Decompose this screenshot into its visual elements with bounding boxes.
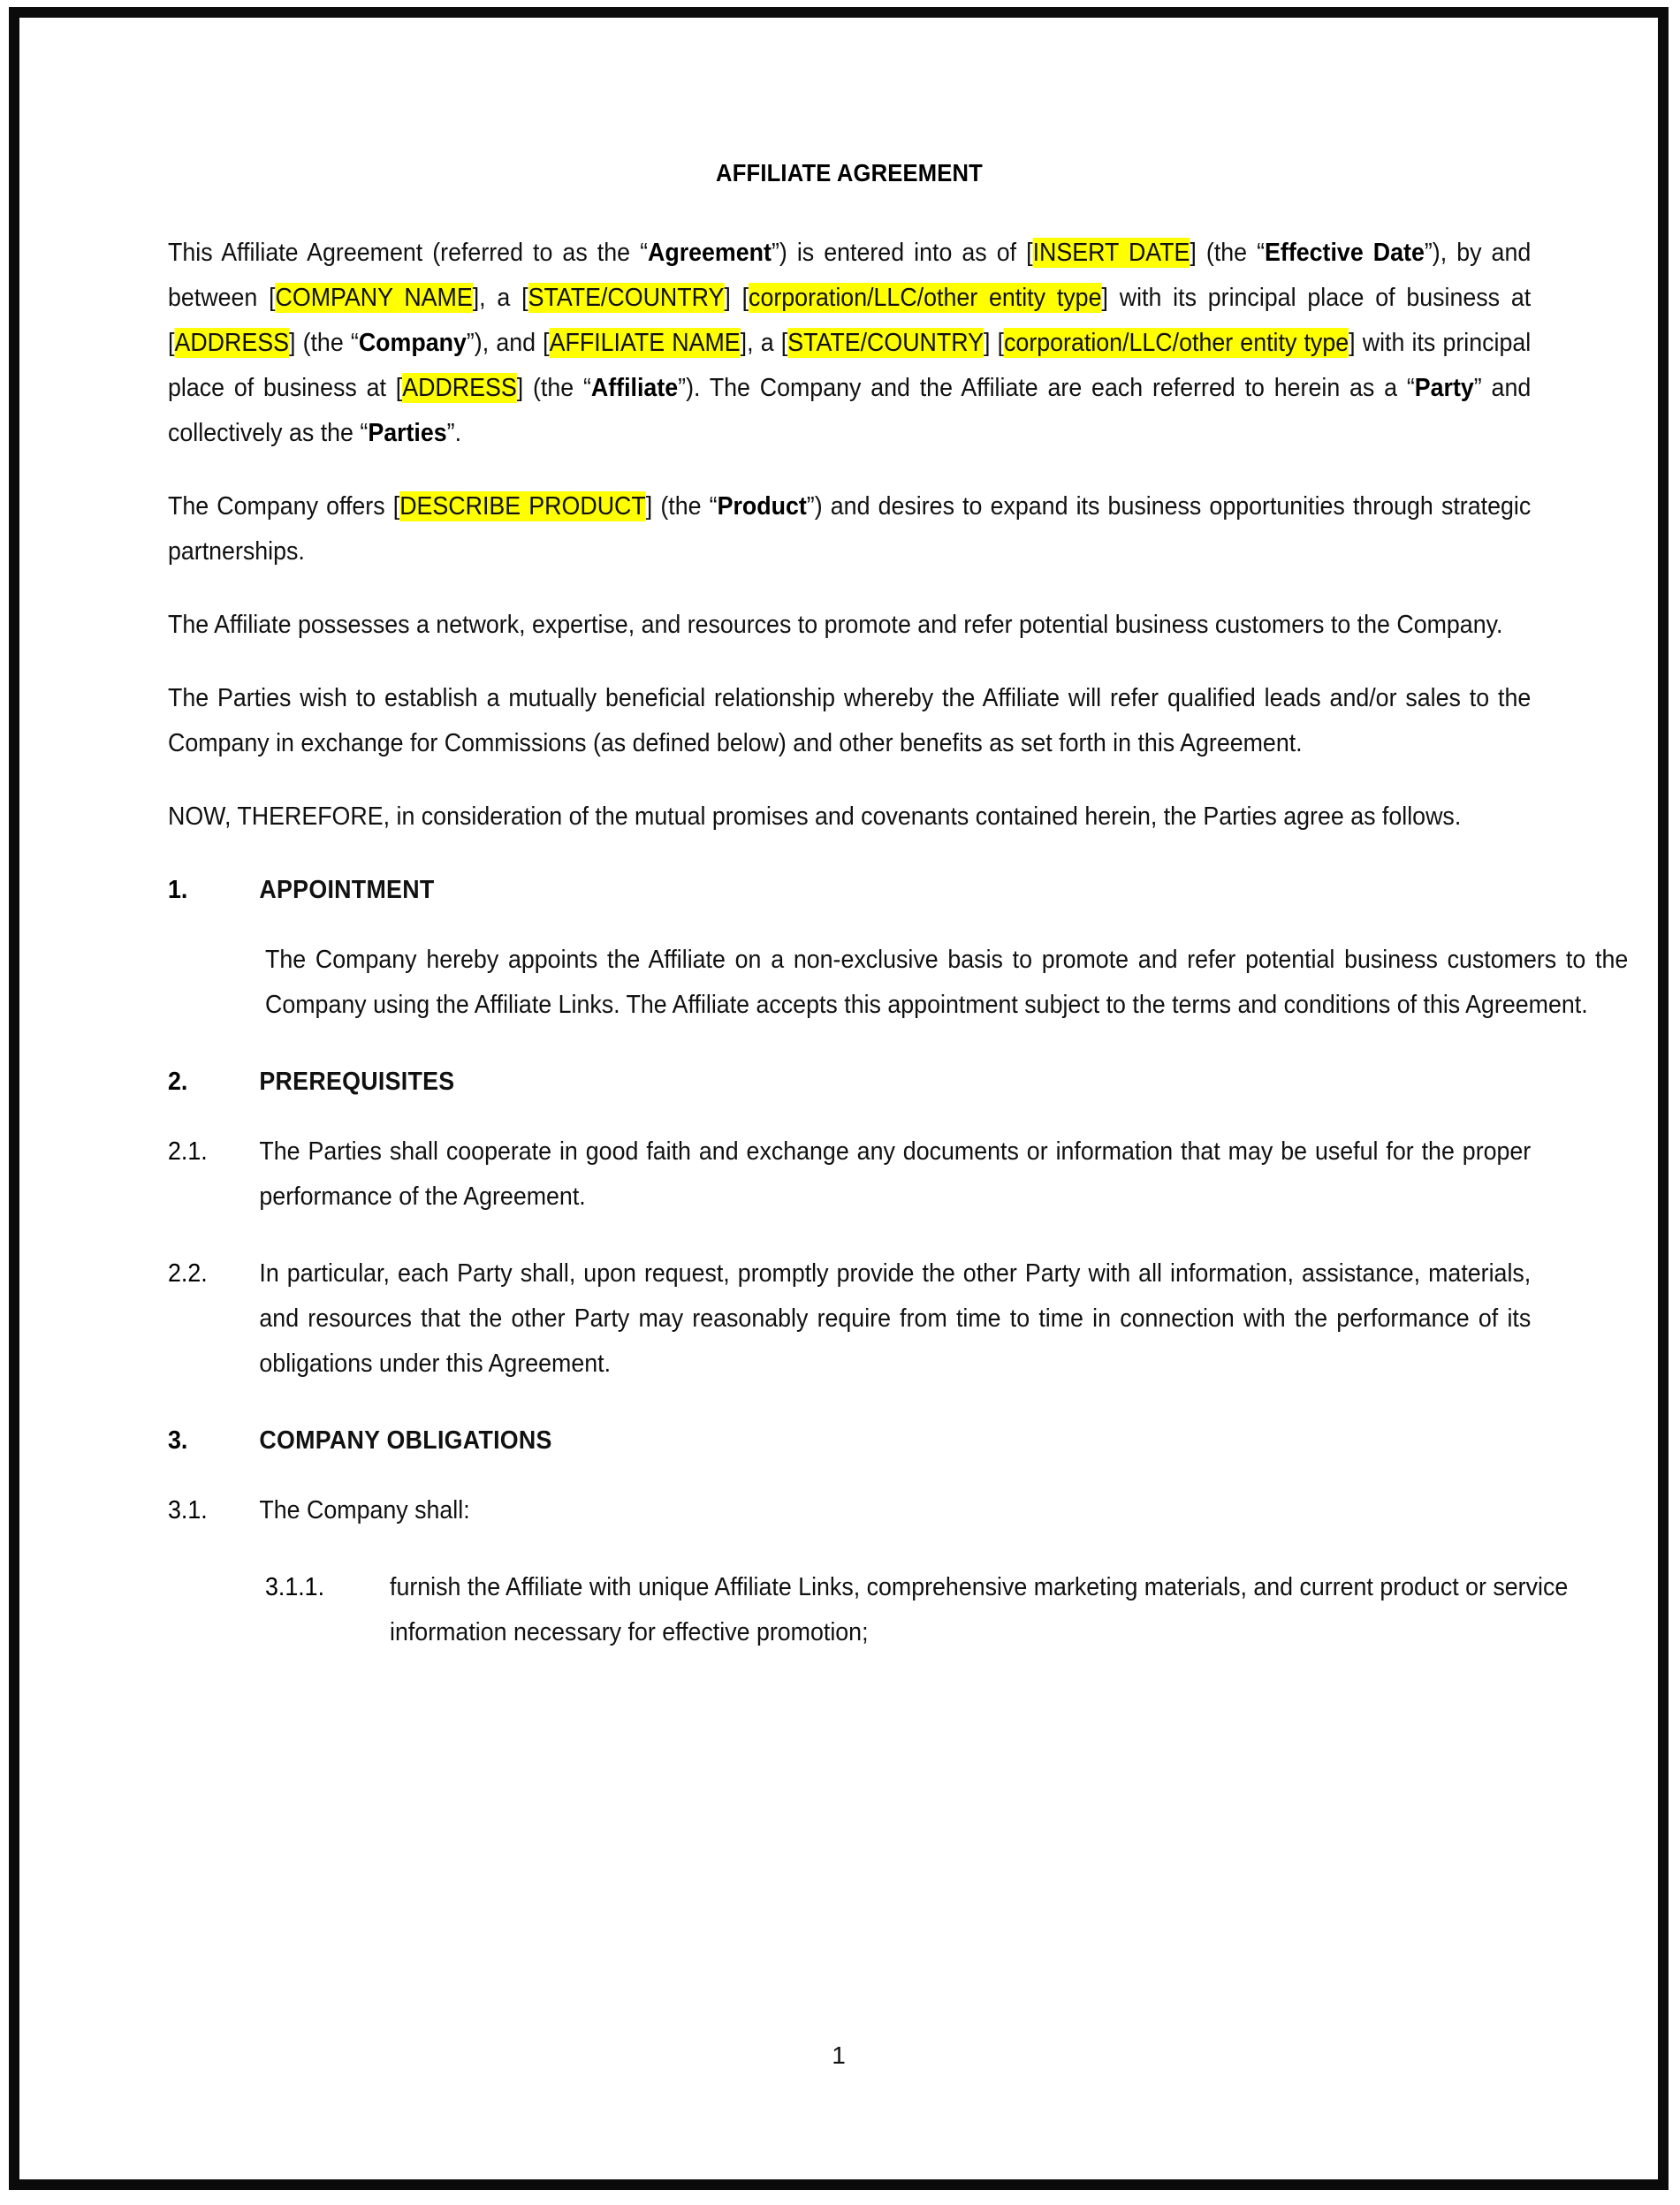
recital-1-text-2: ”) is entered into as of [ [771, 239, 1033, 267]
placeholder-company-state-country: STATE/COUNTRY [528, 284, 725, 312]
section-1-number: 1. [168, 876, 188, 904]
clause-3-1-text: The Company shall: [259, 1496, 470, 1524]
document-body [168, 159, 1629, 1682]
placeholder-affiliate-entity-type: corporation/LLC/other entity type [1004, 329, 1349, 357]
section-2-number: 2. [168, 1068, 188, 1096]
page-frame [9, 7, 1669, 2190]
recital-1-text-11: ] [ [983, 329, 1005, 357]
recital-1-text-14: ”). The Company and the Affiliate are each referred to herein as a “ [678, 374, 1415, 402]
placeholder-affiliate-name: AFFILIATE NAME [549, 329, 741, 357]
term-parties: Parties [368, 419, 447, 447]
term-product: Product [717, 492, 807, 521]
section-heading-2 [168, 1060, 1531, 1105]
term-agreement: Agreement [647, 239, 772, 267]
section-3-heading: COMPANY OBLIGATIONS [259, 1426, 552, 1455]
clause-3-1-1-number: 3.1.1. [265, 1573, 325, 1601]
clause-2-1-text: The Parties shall cooperate in good faith and exchange any documents or information that may be useful for the proper performance of the Agreement. [259, 1137, 1532, 1211]
recital-paragraph-4: The Parties wish to establish a mutually beneficial relationship whereby the Affiliate will refer qualified leads and/or sales to the Company in exchange for Commissions (as defined below) and other benefits as set forth in this Agreement. [168, 684, 1532, 757]
placeholder-affiliate-address: ADDRESS [402, 374, 517, 402]
section-1-body-text: The Company hereby appoints the Affiliate on a non-exclusive basis to promote and refer potential business customers to the Company using the Affiliate Links. The Affiliate accepts this appointment subject to the terms and conditions of this Agreement. [265, 946, 1629, 1019]
clause-2-2-number: 2.2. [168, 1259, 208, 1288]
clause-3-1-number: 3.1. [168, 1496, 208, 1524]
recital-1-text-15: ” and collectively as the “ [168, 374, 1532, 447]
placeholder-company-address: ADDRESS [174, 329, 289, 357]
placeholder-describe-product: DESCRIBE PRODUCT [399, 492, 646, 521]
clause-2-1 [168, 1129, 1531, 1220]
recital-paragraph-2 [168, 484, 1531, 574]
term-affiliate: Affiliate [590, 374, 679, 402]
recital-1-text-9: ”), and [ [466, 329, 550, 357]
section-heading-1 [168, 868, 1531, 913]
recital-paragraph-5: NOW, THEREFORE, in consideration of the mutual promises and covenants contained herein, the Parties agree as follows. [168, 802, 1462, 831]
clause-2-2 [168, 1251, 1531, 1387]
recital-paragraph-3: The Affiliate possesses a network, expertise, and resources to promote and refer potential business customers to the Company. [168, 611, 1503, 639]
section-heading-3 [168, 1418, 1531, 1464]
recital-1-text-13: ] (the “ [516, 374, 591, 402]
term-effective-date: Effective Date [1265, 239, 1425, 267]
recital-1-text-6: ] [ [724, 284, 749, 312]
recital-1-text-4: ”), by and between [ [168, 239, 1532, 312]
clause-2-2-text: In particular, each Party shall, upon request, promptly provide the other Party with all information, assistance, materials, and resources that the other Party may reasonably require from time to time in connection with the performance of its obligations under this Agreement. [259, 1259, 1532, 1378]
recital-1-text-1: This Affiliate Agreement (referred to as the “ [168, 239, 648, 267]
recital-1-text-7: ] with its principal place of business at [ [168, 284, 1532, 357]
section-1-body [265, 938, 1628, 1028]
placeholder-company-name: COMPANY NAME [275, 284, 473, 312]
recital-1-text-12: ] with its principal place of business at [ [168, 329, 1532, 402]
placeholder-affiliate-state-country: STATE/COUNTRY [787, 329, 984, 357]
recital-2-text-1: The Company offers [ [168, 492, 400, 521]
page-number: 1 [832, 2042, 846, 2069]
recital-paragraph-1 [168, 231, 1531, 456]
placeholder-insert-date: INSERT DATE [1032, 239, 1190, 267]
page-title: AFFILIATE AGREEMENT [716, 159, 983, 186]
clause-3-1 [168, 1488, 1531, 1533]
section-2-heading: PREREQUISITES [259, 1068, 455, 1096]
recital-1-text-5: ], a [ [472, 284, 528, 312]
page-canvas [19, 18, 1658, 2179]
recital-1-text-16: ”. [446, 419, 462, 447]
term-party: Party [1414, 374, 1474, 402]
clause-3-1-1 [265, 1565, 1628, 1655]
recital-1-text-3: ] (the “ [1190, 239, 1266, 267]
recital-1-text-10: ], a [ [740, 329, 788, 357]
term-company: Company [358, 329, 467, 357]
recital-1-text-8: ] (the “ [288, 329, 359, 357]
section-3-number: 3. [168, 1426, 188, 1455]
clause-3-1-1-text: furnish the Affiliate with unique Affiliate Links, comprehensive marketing materials, and current product or service information necessary for effective promotion; [390, 1573, 1569, 1646]
recital-2-text-3: ”) and desires to expand its business opportunities through strategic partnerships. [168, 492, 1532, 566]
clause-2-1-number: 2.1. [168, 1137, 208, 1166]
placeholder-company-entity-type: corporation/LLC/other entity type [749, 284, 1102, 312]
section-1-heading: APPOINTMENT [259, 876, 435, 904]
recital-2-text-2: ] (the “ [645, 492, 718, 521]
